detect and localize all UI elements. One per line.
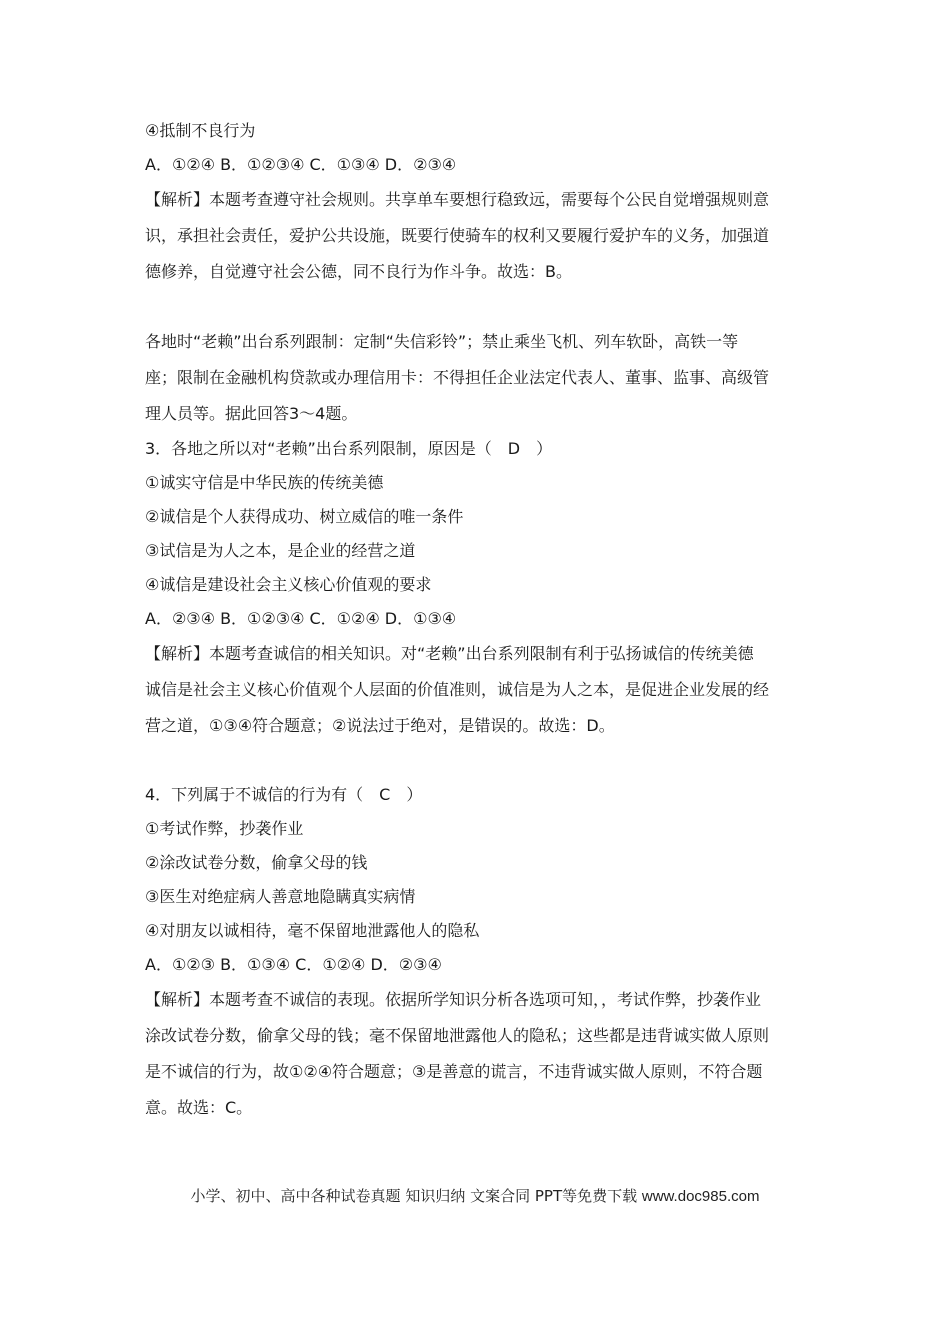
analysis-line: 识，承担社会责任，爱护公共设施，既要行使骑车的权利又要履行爱护车的义务，加强道 [145, 226, 770, 245]
q2-option-4: ④抵制不良行为 [145, 121, 256, 140]
material-line: 各地时“老赖”出台系列跟制：定制“失信彩铃”；禁止乘坐飞机、列车软卧，高铁一等 [145, 332, 739, 351]
analysis-line: 是不诚信的行为，故①②④符合题意；③是善意的谎言，不违背诚实做人原则，不符合题 [145, 1062, 763, 1081]
footer-url[interactable]: www.doc985.com [641, 1188, 760, 1205]
material-paragraph [145, 324, 815, 432]
q4-option-1: ①考试作弊，抄袭作业 [145, 819, 304, 838]
q4-option-3: ③医生对绝症病人善意地隐瞒真实病情 [145, 887, 416, 906]
analysis-line: 【解析】本题考查诚信的相关知识。对“老赖”出台系列限制有利于弘扬诚信的传统美德 [145, 644, 754, 663]
q3-choices: A．②③④ B．①②③④ C．①②④ D．①③④ [145, 609, 457, 628]
page-content [145, 114, 815, 1126]
analysis-line: 德修养，自觉遵守社会公德，同不良行为作斗争。故选：B。 [145, 262, 572, 281]
q3-option-3: ③试信是为人之本，是企业的经营之道 [145, 541, 416, 560]
q4-analysis [145, 982, 815, 1126]
q2-analysis [145, 182, 815, 290]
spacer [145, 290, 815, 324]
q3-option-1: ①诚实守信是中华民族的传统美德 [145, 473, 384, 492]
material-line: 理人员等。据此回答3～4题。 [145, 404, 358, 423]
analysis-line: 意。故选：C。 [145, 1098, 253, 1117]
analysis-line: 【解析】本题考查不诚信的表现。依据所学知识分析各选项可知，，考试作弊，抄袭作业 [145, 990, 762, 1009]
q4-stem: 4．下列属于不诚信的行为有（ C ） [145, 785, 423, 804]
q4-option-2: ②涂改试卷分数，偷拿父母的钱 [145, 853, 368, 872]
analysis-line: 【解析】本题考查遵守社会规则。共享单车要想行稳致远，需要每个公民自觉增强规则意 [145, 190, 770, 209]
q3-option-2: ②诚信是个人获得成功、树立威信的唯一条件 [145, 507, 464, 526]
q3-analysis [145, 636, 815, 744]
analysis-line: 涂改试卷分数，偷拿父母的钱；毫不保留地泄露他人的隐私；这些都是违背诚实做人原则 [145, 1026, 770, 1045]
q3-option-4: ④诚信是建设社会主义核心价值观的要求 [145, 575, 432, 594]
analysis-line: 营之道，①③④符合题意；②说法过于绝对，是错误的。故选：D。 [145, 716, 615, 735]
spacer [145, 744, 815, 778]
material-line: 座；限制在金融机构贷款或办理信用卡：不得担任企业法定代表人、董事、监事、高级管 [145, 368, 770, 387]
q2-choices: A．①②④ B．①②③④ C．①③④ D．②③④ [145, 155, 457, 174]
q3-stem: 3．各地之所以对“老赖”出台系列限制，原因是（ D ） [145, 439, 553, 458]
q4-choices: A．①②③ B．①③④ C．①②④ D．②③④ [145, 955, 442, 974]
q4-option-4: ④对朋友以诚相待，毫不保留地泄露他人的隐私 [145, 921, 480, 940]
analysis-line: 诚信是社会主义核心价值观个人层面的价值准则，诚信是为人之本，是促进企业发展的经 [145, 680, 770, 699]
footer-text: 小学、初中、高中各种试卷真题 知识归纳 文案合同 PPT等免费下载 [190, 1187, 638, 1205]
page-footer [0, 1185, 950, 1206]
